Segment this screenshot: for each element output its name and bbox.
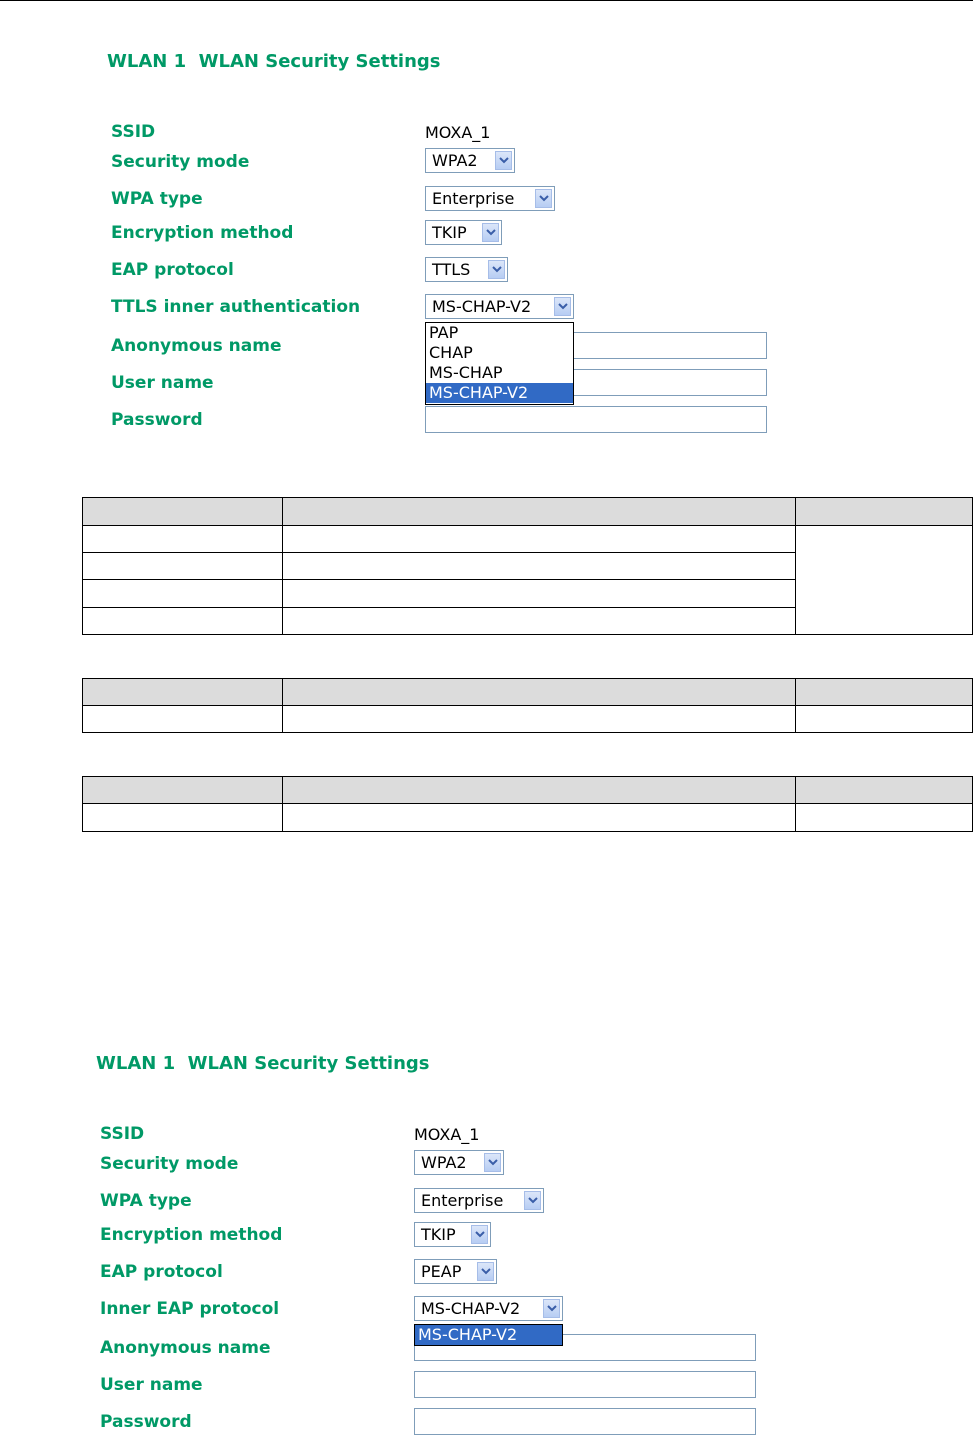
ttls-inner-auth-dropdown-list [425,322,574,405]
table-cell [282,525,796,553]
security-mode-label: Security mode [100,1154,239,1174]
ssid-value: MOXA_1 [414,1125,480,1144]
table-cell [82,525,283,553]
table-cell [282,607,796,635]
table-cell [282,579,796,608]
wpa-type-label: WPA type [100,1191,192,1211]
table-header-cell [82,497,283,526]
ttls-inner-auth-value: MS-CHAP-V2 [432,297,532,316]
password-label: Password [100,1412,192,1432]
dropdown-option-ms-chap[interactable]: MS-CHAP [429,363,503,382]
ssid-label: SSID [111,122,156,142]
security-mode-value: WPA2 [432,151,478,170]
ssid-value: MOXA_1 [425,123,491,142]
chevron-down-icon[interactable] [471,1225,488,1244]
user-name-label: User name [111,373,214,393]
chevron-down-icon[interactable] [524,1191,541,1210]
eap-protocol-value: PEAP [421,1262,462,1281]
chevron-down-icon[interactable] [484,1153,501,1172]
dropdown-option-chap[interactable]: CHAP [429,343,473,362]
wpa-type-value: Enterprise [421,1191,504,1210]
user-name-label: User name [100,1375,203,1395]
table-header-cell [795,776,973,804]
ssid-label: SSID [100,1124,145,1144]
eap-protocol-value: TTLS [432,260,471,279]
ttls-inner-auth-label: TTLS inner authentication [111,297,361,317]
table-cell [795,705,973,733]
chevron-down-icon[interactable] [535,189,552,208]
dropdown-option-ms-chap-v2[interactable]: MS-CHAP-V2 [415,1325,562,1345]
table-cell [82,607,283,635]
inner-eap-protocol-select[interactable] [414,1296,563,1321]
table-merged-cell [795,525,973,635]
table-header-cell [795,678,973,706]
anonymous-name-label: Anonymous name [111,336,282,356]
page-title: WLAN 1 WLAN Security Settings [107,51,441,72]
table-cell [82,705,283,733]
chevron-down-icon[interactable] [488,260,505,279]
security-mode-value: WPA2 [421,1153,467,1172]
security-mode-label: Security mode [111,152,250,172]
table-header-cell [282,678,796,706]
chevron-down-icon[interactable] [477,1262,494,1281]
eap-protocol-label: EAP protocol [100,1262,223,1282]
chevron-down-icon[interactable] [495,151,512,170]
encryption-method-select[interactable] [414,1222,491,1247]
chevron-down-icon[interactable] [482,223,499,242]
eap-protocol-select[interactable] [414,1259,497,1284]
security-mode-select[interactable] [414,1150,504,1175]
encryption-method-value: TKIP [421,1225,456,1244]
inner-eap-protocol-label: Inner EAP protocol [100,1299,280,1319]
table-cell [795,803,973,832]
encryption-method-select[interactable] [425,220,502,245]
user-name-input[interactable] [414,1371,756,1398]
encryption-method-label: Encryption method [100,1225,283,1245]
chevron-down-icon[interactable] [554,297,571,316]
wpa-type-label: WPA type [111,189,203,209]
table-header-cell [282,497,796,526]
inner-eap-protocol-dropdown-list [414,1324,563,1346]
dropdown-option-pap[interactable]: PAP [429,323,459,342]
password-label: Password [111,410,203,430]
anonymous-name-label: Anonymous name [100,1338,271,1358]
encryption-method-value: TKIP [432,223,467,242]
wpa-type-select[interactable] [425,186,555,211]
dropdown-option-ms-chap-v2[interactable]: MS-CHAP-V2 [426,383,573,403]
password-input[interactable] [425,406,767,433]
table-header-cell [795,497,973,526]
eap-protocol-label: EAP protocol [111,260,234,280]
page-title: WLAN 1 WLAN Security Settings [96,1053,430,1074]
table-cell [282,705,796,733]
table-cell [82,803,283,832]
security-mode-select[interactable] [425,148,515,173]
table-header-cell [82,678,283,706]
table-cell [282,803,796,832]
ttls-inner-auth-select[interactable] [425,294,574,319]
eap-protocol-select[interactable] [425,257,508,282]
page-top-rule [0,0,973,1]
wpa-type-value: Enterprise [432,189,515,208]
wpa-type-select[interactable] [414,1188,544,1213]
table-header-cell [82,776,283,804]
password-input[interactable] [414,1408,756,1435]
table-cell [282,552,796,580]
table-cell [82,552,283,580]
encryption-method-label: Encryption method [111,223,294,243]
chevron-down-icon[interactable] [543,1299,560,1318]
inner-eap-protocol-value: MS-CHAP-V2 [421,1299,521,1318]
table-header-cell [282,776,796,804]
table-cell [82,579,283,608]
